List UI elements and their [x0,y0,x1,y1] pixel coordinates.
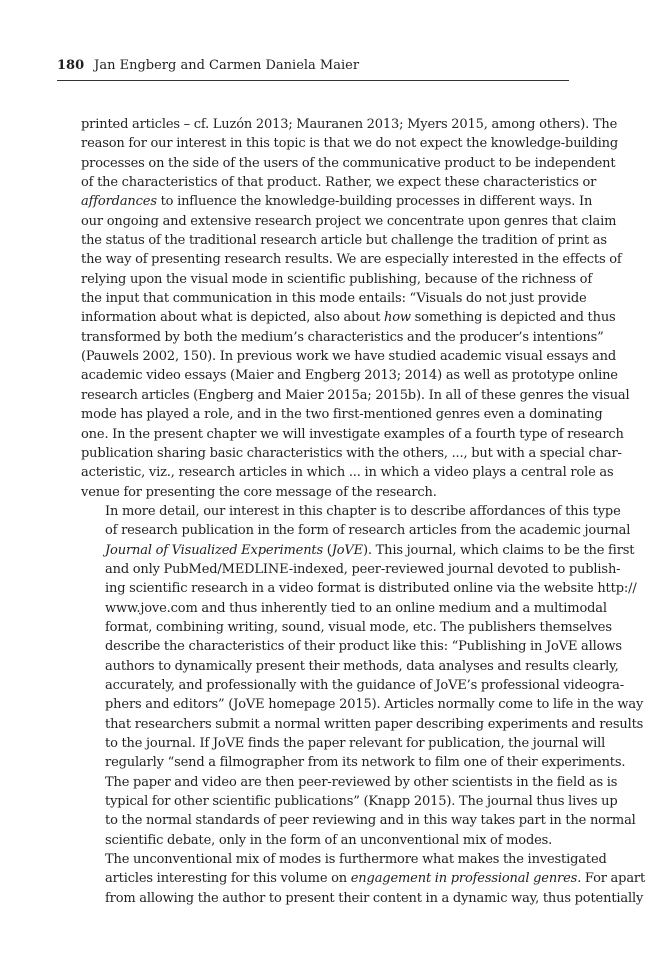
text-line [81,405,603,424]
text-line [81,366,618,385]
text-run: ing scientific research in a video format is distributed online via the website http:// [105,581,637,597]
text-line [81,502,621,521]
text-run: academic video essays (Maier and Engberg 2013; 2014) as well as prototype online [81,368,618,384]
italic-text: affordances [81,194,157,210]
text-line [81,308,616,327]
text-line [81,328,604,347]
text-run: ( [323,542,332,558]
italic-text: engagement in professional genres [350,871,578,887]
text-run: scientific debate, only in the form of an unconventional mix of modes. [105,832,553,848]
text-line [81,541,635,560]
text-run: from allowing the author to present their content in a dynamic way, thus potentially [105,890,644,906]
text-run: . For apart [577,871,646,887]
running-head [57,58,569,81]
text-run: transformed by both the medium’s characteristics and the producer’s intentions” [81,329,604,345]
text-run: something is depicted and thus [410,310,616,326]
text-run: printed articles – cf. Luzón 2013; Mauranen 2013; Myers 2015, among others). The [81,117,618,132]
text-line [81,192,593,211]
text-line [81,347,616,366]
text-line [81,637,622,656]
text-line [81,715,644,734]
text-line [81,289,587,308]
text-line [81,134,619,153]
text-run: processes on the side of the users of the communicative product to be independent [81,155,616,171]
text-line [81,599,607,618]
text-line [81,753,626,772]
text-line [81,115,618,134]
text-run: research articles (Engberg and Maier 2015a; 2015b). In all of these genres the visual [81,387,630,403]
text-line [81,831,569,850]
text-line [81,734,606,753]
text-line [81,173,597,192]
text-run: www.jove.com and thus inherently tied to an online medium and a multimodal [105,600,607,616]
text-run: relying upon the visual mode in scientific publishing, because of the richness of [81,271,592,287]
paragraph [81,850,646,908]
text-line [81,560,621,579]
text-run: acteristic, viz., research articles in which ... in which a video plays a central role as [81,465,614,481]
text-run: to the journal. If JoVE finds the paper relevant for publication, the journal will [105,736,606,751]
running-head-authors: Jan Engberg and Carmen Daniela Maier [94,58,360,73]
text-line [81,444,622,463]
text-line [81,792,618,811]
text-run: of the characteristics of that product. Rather, we expect these characteristics or [81,175,597,191]
text-line [81,618,612,637]
text-line [81,231,607,250]
text-run: The unconventional mix of modes is furthermore what makes the investigated [105,852,607,868]
text-run: articles interesting for this volume on [105,871,351,887]
text-line [81,425,624,444]
text-line [81,463,614,482]
text-run: accurately, and professionally with the guidance of JoVE’s professional videogra- [105,677,624,693]
text-line [81,579,637,598]
text-line [81,521,631,540]
text-run: that researchers submit a normal written paper describing experiments and results [105,716,644,732]
text-run: venue for presenting the core message of the research. [81,484,437,500]
text-run: mode has played a role, and in the two first-mentioned genres even a dominating [81,407,603,423]
text-run: the status of the traditional research article but challenge the tradition of print as [81,233,607,249]
paragraph [81,115,630,502]
text-line [81,212,617,231]
text-run: of research publication in the form of research articles from the academic journal [105,523,631,539]
text-run: reason for our interest in this topic is that we do not expect the knowledge-building [81,136,619,152]
text-line [81,657,619,676]
italic-text: JoVE [331,542,364,558]
text-line [81,270,592,289]
text-line [81,869,646,888]
text-run: typical for other scientific publications” (Knapp 2015). The journal thus lives up [105,794,618,810]
text-line [81,386,630,405]
text-run: format, combining writing, sound, visual mode, etc. The publishers themselves [105,619,612,635]
text-run: ). This journal, which claims to be the first [363,542,635,558]
text-line [81,695,644,714]
text-line [81,850,607,869]
text-run: publication sharing basic characteristics with the others, ..., but with a special char- [81,445,622,461]
text-line [81,250,622,269]
text-run: and only PubMed/MEDLINE-indexed, peer-reviewed journal devoted to publish- [105,561,621,577]
text-run: to the normal standards of peer reviewing and in this way takes part in the normal [105,813,636,829]
text-line [81,676,624,695]
text-run: (Pauwels 2002, 150). In previous work we have studied academic visual essays and [81,349,616,365]
text-run: to influence the knowledge-building processes in different ways. In [156,194,593,210]
text-run: In more detail, our interest in this chapter is to describe affordances of this type [105,503,621,519]
text-run: the input that communication in this mode entails: “Visuals do not just provide [81,291,587,307]
text-line [81,889,644,908]
italic-text: how [384,310,411,326]
text-line [81,773,618,792]
text-run: information about what is depicted, also about [81,310,385,326]
text-run: the way of presenting research results. We are especially interested in the effects of [81,252,622,268]
italic-text: Journal of Visualized Experiments [105,542,324,558]
paragraph [81,502,644,850]
text-run: describe the characteristics of their product like this: “Publishing in JoVE allows [105,639,622,655]
text-run: phers and editors” (JoVE homepage 2015). Articles normally come to life in the way [105,697,644,713]
text-run: regularly “send a filmographer from its network to film one of their experiments. [105,755,626,771]
text-line [81,483,569,502]
page-number: 180 [57,58,85,73]
body-text [81,115,646,908]
text-run: authors to dynamically present their methods, data analyses and results clearly, [105,658,619,674]
text-line [81,154,616,173]
text-run: The paper and video are then peer-reviewed by other scientists in the field as is [105,774,618,790]
text-line [81,811,636,830]
text-run: one. In the present chapter we will investigate examples of a fourth type of research [81,426,624,442]
text-run: our ongoing and extensive research project we concentrate upon genres that claim [81,213,617,229]
